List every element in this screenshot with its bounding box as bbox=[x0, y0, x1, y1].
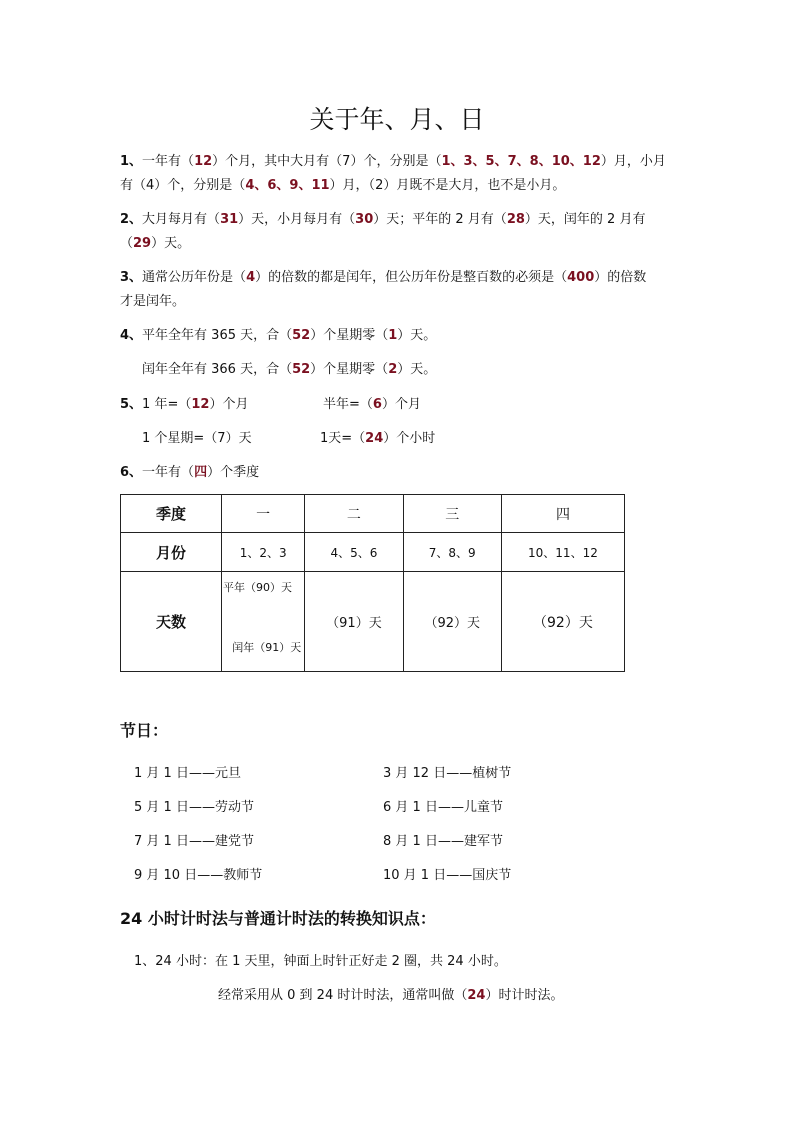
text: ）个月 bbox=[381, 397, 421, 412]
festival-name: 劳动节 bbox=[214, 800, 254, 815]
answer: 2 bbox=[388, 362, 398, 377]
text: ）月既不是大月，也不是小月。 bbox=[383, 178, 566, 193]
table-header-cell: 季度 bbox=[121, 495, 222, 533]
question-number: 2、 bbox=[120, 212, 143, 227]
text: ）个月，其中大月有（ bbox=[212, 154, 343, 169]
festival-date: 6 月 1 日—— bbox=[383, 800, 464, 815]
answer: 6 bbox=[372, 397, 382, 412]
text: ）个小时 bbox=[383, 431, 436, 446]
question-4-line-2 bbox=[142, 360, 436, 380]
question-5-line-1 bbox=[120, 395, 248, 415]
question-1-line-2 bbox=[120, 176, 565, 196]
question-2-line-1 bbox=[120, 210, 645, 230]
section-24h-line-2 bbox=[218, 986, 563, 1006]
table-cell: 4、5、6 bbox=[305, 533, 403, 572]
text: （ bbox=[120, 236, 134, 251]
text: 闰年全年有 366 天，合（ bbox=[142, 362, 293, 377]
question-4-line-1 bbox=[120, 326, 436, 346]
text: 1 年=（ bbox=[142, 397, 192, 412]
festival-item bbox=[134, 864, 262, 883]
text: 有（ bbox=[120, 178, 147, 193]
text: 一年有（ bbox=[142, 465, 195, 480]
table-row-label: 月份 bbox=[121, 533, 222, 572]
answer: 12 bbox=[191, 397, 210, 412]
festival-item bbox=[134, 796, 254, 815]
text: 经常采用从 0 到 24 时计时法，通常叫做（ bbox=[218, 988, 468, 1003]
answer: 30 bbox=[355, 212, 374, 227]
question-number: 1、 bbox=[120, 154, 143, 169]
table-cell: （91）天 bbox=[305, 572, 403, 672]
answer: 4 bbox=[146, 178, 155, 193]
festival-date: 9 月 10 日—— bbox=[134, 868, 224, 883]
question-number: 4、 bbox=[120, 328, 143, 343]
text: ）天。 bbox=[397, 328, 437, 343]
cell-text: 平年（90）天 bbox=[223, 580, 292, 594]
festival-date: 1 月 1 日—— bbox=[134, 766, 215, 781]
text: 平年全年有 365 天，合（ bbox=[142, 328, 293, 343]
text: 一年有（ bbox=[142, 154, 195, 169]
question-5-item-c bbox=[142, 429, 252, 449]
festival-item bbox=[383, 762, 511, 781]
text: ）时计时法。 bbox=[485, 988, 564, 1003]
text: ）月，小月 bbox=[600, 154, 666, 169]
question-number: 5、 bbox=[120, 397, 143, 412]
question-number: 6、 bbox=[120, 465, 143, 480]
text: ）的倍数的都是闰年，但公历年份是整百数的必须是（ bbox=[255, 270, 568, 285]
festival-date: 7 月 1 日—— bbox=[134, 834, 215, 849]
festival-item bbox=[383, 796, 503, 815]
seasons-table bbox=[120, 494, 625, 672]
festival-item bbox=[134, 762, 241, 781]
table-row bbox=[121, 533, 625, 572]
text: ）个月 bbox=[209, 397, 249, 412]
answer: 28 bbox=[506, 212, 525, 227]
table-cell: 7、8、9 bbox=[403, 533, 501, 572]
festival-name: 元旦 bbox=[214, 766, 241, 781]
page-title: 关于年、月、日 bbox=[309, 105, 485, 134]
festival-name: 国庆节 bbox=[472, 868, 512, 883]
answer: 12 bbox=[194, 154, 213, 169]
festival-date: 10 月 1 日—— bbox=[383, 868, 473, 883]
table-row bbox=[121, 572, 625, 672]
festival-name: 儿童节 bbox=[463, 800, 503, 815]
answer: 7 bbox=[342, 154, 351, 169]
answer: 1 bbox=[388, 328, 398, 343]
answer: 29 bbox=[133, 236, 152, 251]
text: 半年=（ bbox=[323, 397, 373, 412]
text: 大月每月有（ bbox=[142, 212, 221, 227]
festivals-heading: 节日： bbox=[120, 721, 169, 740]
festival-item bbox=[383, 864, 511, 883]
text: ）天 bbox=[225, 431, 252, 446]
table-cell bbox=[222, 572, 305, 672]
text: ）的倍数 bbox=[594, 270, 647, 285]
answer: 31 bbox=[220, 212, 239, 227]
text: ）个，分别是（ bbox=[154, 178, 246, 193]
table-header-cell: 四 bbox=[501, 495, 624, 533]
answer: 24 bbox=[467, 988, 486, 1003]
text: ）个星期零（ bbox=[310, 328, 389, 343]
festival-date: 5 月 1 日—— bbox=[134, 800, 215, 815]
text: 1 个星期=（ bbox=[142, 431, 218, 446]
festival-item bbox=[383, 830, 503, 849]
table-cell: （92）天 bbox=[501, 572, 624, 672]
question-6-line bbox=[120, 463, 259, 483]
festival-date: 3 月 12 日—— bbox=[383, 766, 473, 781]
question-5-item-b bbox=[323, 395, 421, 415]
table-header-cell: 一 bbox=[222, 495, 305, 533]
table-cell: 1、2、3 bbox=[222, 533, 305, 572]
question-3-line-2 bbox=[120, 292, 185, 312]
answer: 52 bbox=[292, 362, 311, 377]
question-2-line-2 bbox=[120, 234, 190, 254]
table-cell: （92）天 bbox=[403, 572, 501, 672]
section-24h-line-1: 1、24 小时：在 1 天里，钟面上时针正好走 2 圈，共 24 小时。 bbox=[134, 954, 507, 969]
question-5-item-d bbox=[320, 429, 435, 449]
question-3-line-1 bbox=[120, 268, 646, 288]
answer: 4、6、9、11 bbox=[245, 178, 330, 193]
text: ）天。 bbox=[397, 362, 437, 377]
text: ）天，小月每月有（ bbox=[238, 212, 356, 227]
answer: 2 bbox=[375, 178, 384, 193]
table-row-label: 天数 bbox=[121, 572, 222, 672]
cell-text: 闰年（91）天 bbox=[232, 640, 302, 654]
text: ）天，闰年的 2 月有 bbox=[524, 212, 646, 227]
text: ）个，分别是（ bbox=[350, 154, 442, 169]
festival-item bbox=[134, 830, 254, 849]
table-row bbox=[121, 495, 625, 533]
festival-date: 8 月 1 日—— bbox=[383, 834, 464, 849]
table-header-cell: 三 bbox=[403, 495, 501, 533]
answer: 52 bbox=[292, 328, 311, 343]
table-header-cell: 二 bbox=[305, 495, 403, 533]
text: ）天；平年的 2 月有（ bbox=[373, 212, 507, 227]
answer: 7 bbox=[217, 431, 226, 446]
text: 通常公历年份是（ bbox=[142, 270, 247, 285]
split-cell bbox=[222, 573, 304, 671]
festival-name: 建党节 bbox=[214, 834, 254, 849]
answer: 四 bbox=[194, 465, 208, 480]
answer: 1、3、5、7、8、10、12 bbox=[441, 154, 601, 169]
table-cell: 10、11、12 bbox=[501, 533, 624, 572]
text: 1天=（ bbox=[320, 431, 366, 446]
text: 才是闰年。 bbox=[120, 294, 186, 309]
section-24h-heading: 24 小时计时法与普通计时法的转换知识点： bbox=[120, 909, 436, 928]
answer: 24 bbox=[365, 431, 384, 446]
question-number: 3、 bbox=[120, 270, 143, 285]
text: ）月，（ bbox=[329, 178, 376, 193]
text: ）天。 bbox=[151, 236, 191, 251]
festival-name: 教师节 bbox=[223, 868, 263, 883]
text: ）个季度 bbox=[207, 465, 260, 480]
text: ）个星期零（ bbox=[310, 362, 389, 377]
answer: 400 bbox=[567, 270, 595, 285]
festival-name: 建军节 bbox=[463, 834, 503, 849]
answer: 4 bbox=[246, 270, 256, 285]
festival-name: 植树节 bbox=[472, 766, 512, 781]
question-1-line-1 bbox=[120, 152, 666, 172]
